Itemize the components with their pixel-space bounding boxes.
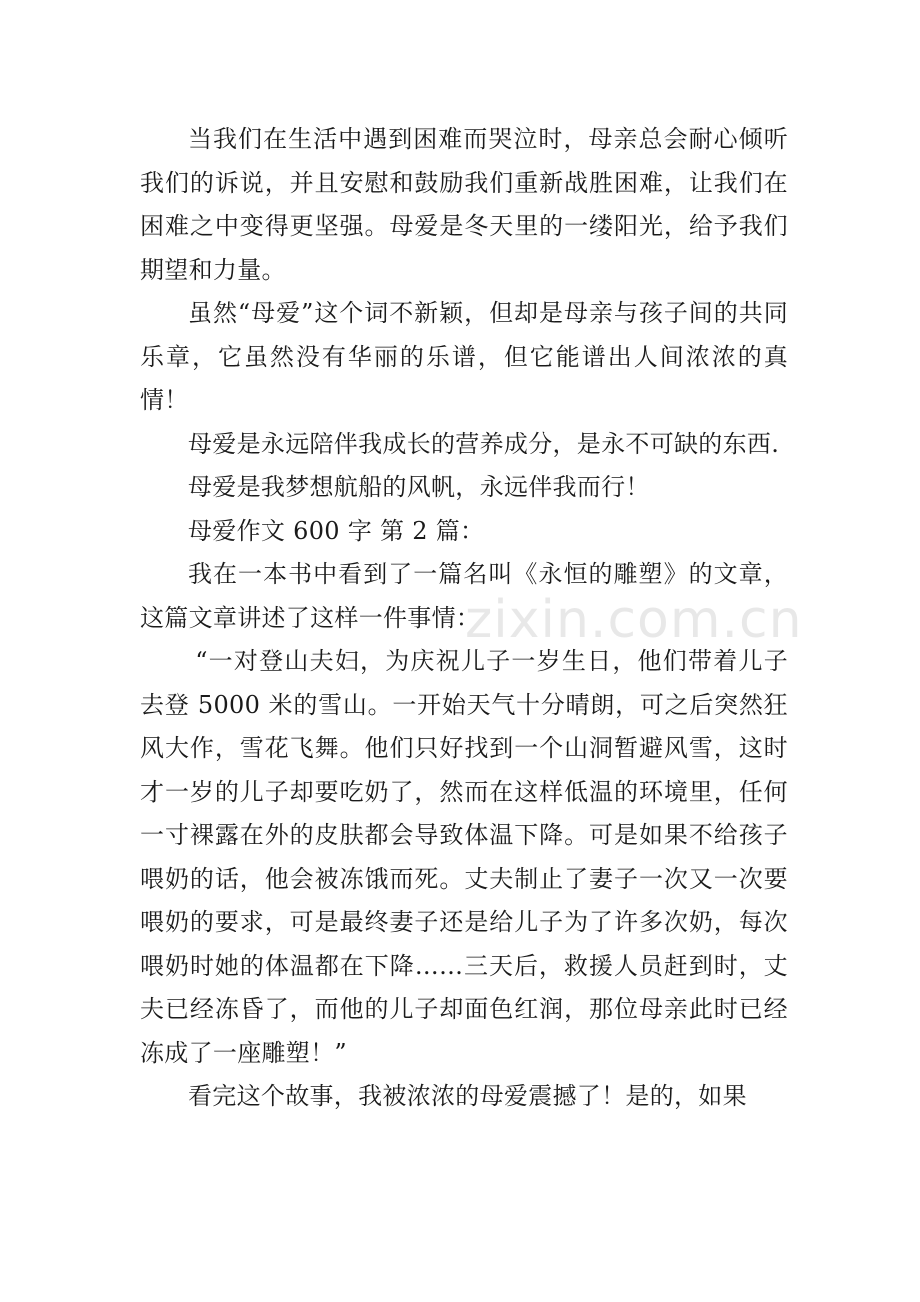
- paragraph-2: 虽然“母爱”这个词不新颖，但却是母亲与孩子间的共同乐章，它虽然没有华丽的乐谱，但它能谱出人间浓浓的真情！: [140, 299, 788, 414]
- paragraph-4: 母爱是我梦想航船的风帆，永远伴我而行！: [188, 473, 650, 501]
- watermark-text: zixin.com.cn: [465, 590, 803, 650]
- document-body: [140, 118, 788, 1119]
- paragraph-3: 母爱是永远陪伴我成长的营养成分，是永不可缺的东西.: [188, 429, 780, 458]
- paragraph-5: 我在一本书中看到了一篇名叫《永恒的雕塑》的文章，这篇文章讲述了这样一件事情：: [140, 560, 788, 632]
- section-heading: 母爱作文 600 字 第 2 篇：: [188, 516, 485, 545]
- paragraph-1: 当我们在生活中遇到困难而哭泣时，母亲总会耐心倾听我们的诉说，并且安慰和鼓励我们重新战胜困难，让我们在困难之中变得更坚强。母爱是冬天里的一缕阳光，给予我们期望和力量。: [140, 125, 788, 284]
- paragraph-6: 看完这个故事，我被浓浓的母爱震撼了！是的，如果: [188, 1082, 747, 1110]
- quoted-story: “一对登山夫妇，为庆祝儿子一岁生日，他们带着儿子去登 5000 米的雪山。一开始天气十分晴朗，可之后突然狂风大作，雪花飞舞。他们只好找到一个山洞暂避风雪，这时才一岁的儿子却要吃奶了，然而在这样低温的环境里，任何一寸裸露在外的皮肤都会导致体温下降。可是如果不给孩子喂奶的话，他会被冻饿而死。丈夫制止了妻子一次又一次要喂奶的要求，可是最终妻子还是给儿子为了许多次奶，每次喂奶时她的体温都在下降……三天后，救援人员赶到时，丈夫已经冻昏了，而他的儿子却面色红润，那位母亲此时已经冻成了一座雕塑！”: [140, 647, 788, 1067]
